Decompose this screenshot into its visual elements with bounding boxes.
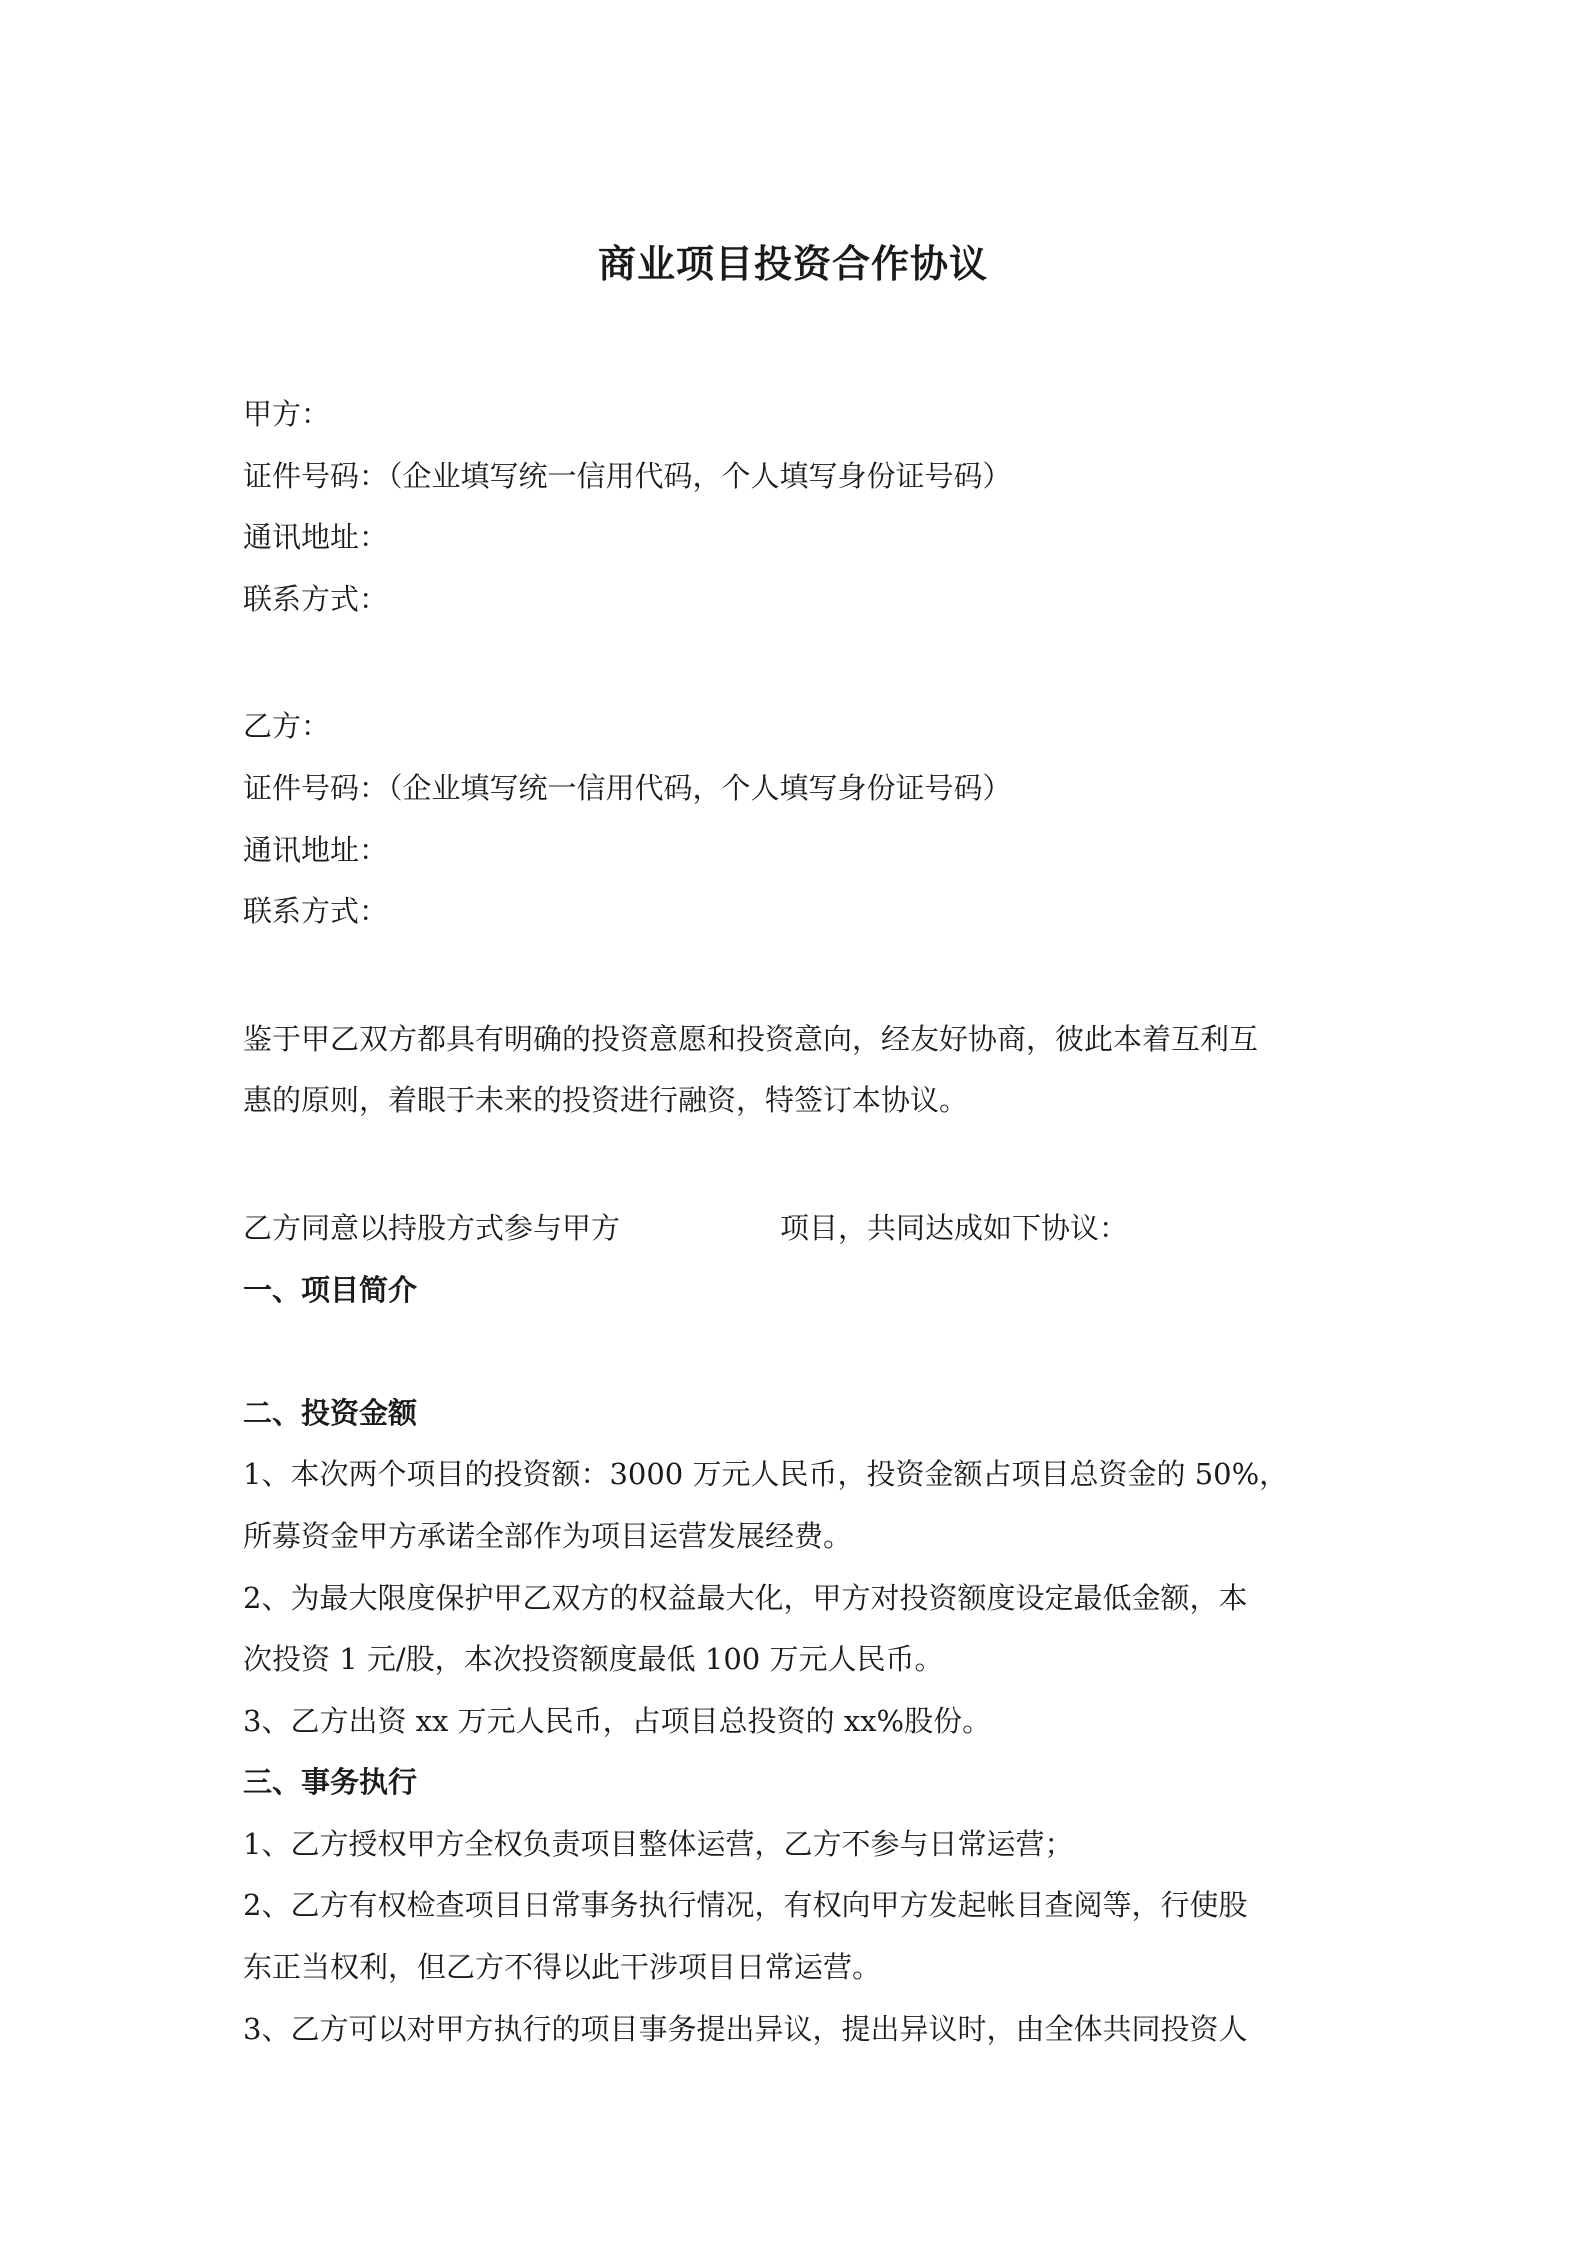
clause-line: 2、乙方有权检查项目日常事务执行情况，有权向甲方发起帐目查阅等，行使股 [243,1888,1248,1923]
section-heading-affairs-execution: 三、事务执行 [243,1765,418,1800]
party-b-name-label: 乙方： [243,709,331,744]
clause-line: 所募资金甲方承诺全部作为项目运营发展经费。 [243,1518,853,1553]
clause-line: 1、本次两个项目的投资额：3000 万元人民币，投资金额占项目总资金的 50%， [243,1457,1289,1492]
clause-line: 1、乙方授权甲方全权负责项目整体运营，乙方不参与日常运营； [243,1826,1074,1861]
party-a-id-label: 证件号码：（企业填写统一信用代码，个人填写身份证号码） [243,458,1012,493]
clause-line: 3、乙方可以对甲方执行的项目事务提出异议，提出异议时，由全体共同投资人 [243,2011,1248,2046]
party-a-address-label: 通讯地址： [243,520,389,555]
clause-line: 2、为最大限度保护甲乙双方的权益最大化，甲方对投资额度设定最低金额，本 [243,1580,1248,1615]
spacer [243,943,1353,1009]
spacer [243,630,1353,696]
clause-line: 3、乙方出资 xx 万元人民币，占项目总投资的 xx%股份。 [243,1703,992,1738]
party-a-name-label: 甲方： [243,397,331,431]
party-a-contact-label: 联系方式： [243,581,389,616]
preamble-line: 惠的原则，着眼于未来的投资进行融资，特签订本协议。 [243,1083,969,1118]
clause-line: 次投资 1 元/股，本次投资额度最低 100 万元人民币。 [243,1642,944,1677]
agreement-intro-part2: 项目，共同达成如下协议： [780,1210,1129,1245]
spacer [243,1132,1353,1198]
party-b-id-label: 证件号码：（企业填写统一信用代码，个人填写身份证号码） [243,770,1012,805]
preamble-line: 鉴于甲乙双方都具有明确的投资意愿和投资意向，经友好协商，彼此本着互利互 [243,1021,1259,1056]
section-heading-project-intro: 一、项目简介 [243,1272,418,1307]
agreement-intro [243,1198,1353,1260]
party-b-address-label: 通讯地址： [243,832,389,867]
agreement-intro-part1: 乙方同意以持股方式参与甲方 [243,1210,621,1245]
clause-line: 东正当权利，但乙方不得以此干涉项目日常运营。 [243,1950,882,1985]
party-b-contact-label: 联系方式： [243,894,389,929]
document-body [243,384,1353,2060]
document-title: 商业项目投资合作协议 [597,242,988,286]
spacer [243,1321,1353,1383]
section-heading-investment-amount: 二、投资金额 [243,1395,418,1430]
